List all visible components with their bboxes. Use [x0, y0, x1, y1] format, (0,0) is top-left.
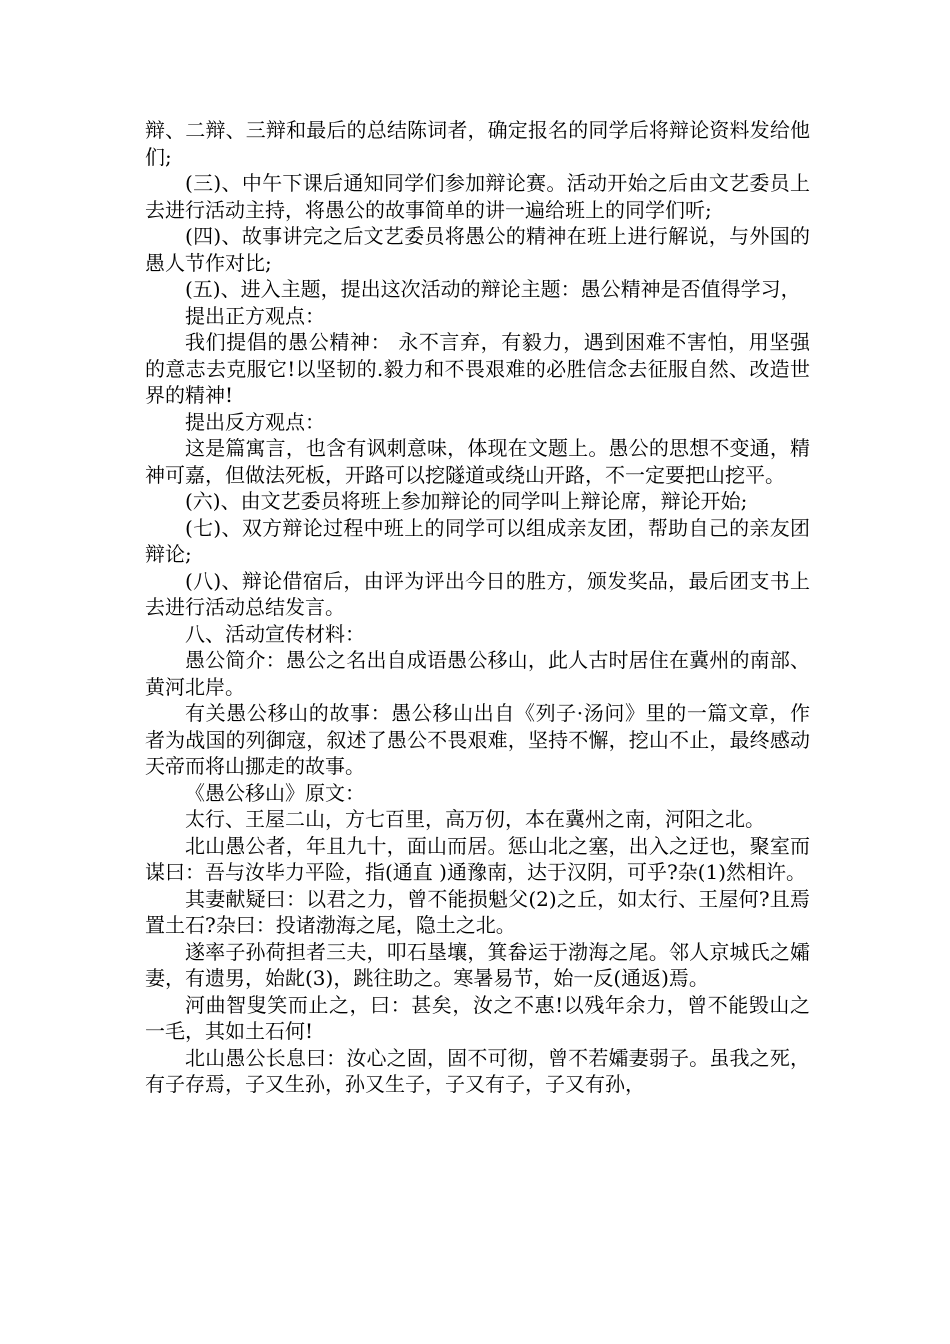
paragraph: 有关愚公移山的故事：愚公移山出自《列子·汤问》里的一篇文章，作者为战国的列御寇，叙述了愚公不畏艰难，坚持不懈，挖山不止，最终感动天帝而将山挪走的故事。: [145, 701, 810, 778]
paragraph: (七)、双方辩论过程中班上的同学可以组成亲友团，帮助自己的亲友团辩论;: [145, 515, 810, 566]
paragraph: (八)、辩论借宿后，由评为评出今日的胜方，颁发奖品，最后团支书上去进行活动总结发言。: [145, 568, 810, 619]
paragraph: (五)、进入主题，提出这次活动的辩论主题：愚公精神是否值得学习，: [185, 277, 801, 301]
paragraph: 遂率子孙荷担者三夫，叩石垦壤，箕畚运于渤海之尾。邻人京城氏之孀妻，有遗男，始龀(3)，跳往助之。寒暑易节，始一反(通返)焉。: [145, 939, 810, 990]
document-body: [145, 117, 810, 1098]
paragraph: (四)、故事讲完之后文艺委员将愚公的精神在班上进行解说，与外国的愚人节作对比;: [145, 224, 810, 275]
paragraph: 辩、二辩、三辩和最后的总结陈词者，确定报名的同学后将辩论资料发给他们;: [145, 118, 810, 169]
paragraph: (六)、由文艺委员将班上参加辩论的同学叫上辩论席，辩论开始;: [185, 489, 748, 513]
paragraph: 《愚公移山》原文：: [185, 780, 365, 805]
paragraph: 其妻献疑曰：以君之力，曾不能损魁父(2)之丘，如太行、王屋何?且焉置土石?杂曰：投诸渤海之尾，隐土之北。: [145, 886, 810, 937]
paragraph: 河曲智叟笑而止之，曰：甚矣，汝之不惠!以残年余力，曾不能毁山之一毛，其如土石何!: [145, 992, 810, 1043]
paragraph: 北山愚公长息曰：汝心之固，固不可彻，曾不若孀妻弱子。虽我之死，有子存焉，子又生孙，孙又生子，子又有子，子又有孙，: [145, 1045, 810, 1096]
paragraph: 提出反方观点：: [185, 409, 325, 434]
paragraph: 愚公简介：愚公之名出自成语愚公移山，此人古时居住在冀州的南部、黄河北岸。: [145, 648, 810, 699]
paragraph: 太行、王屋二山，方七百里，高万仞，本在冀州之南，河阳之北。: [185, 807, 765, 831]
paragraph: 北山愚公者，年且九十，面山而居。惩山北之塞，出入之迂也，聚室而谋曰：吾与汝毕力平险，指(通直 )通豫南，达于汉阴，可乎?杂(1)然相许。: [145, 833, 810, 884]
paragraph: (三)、中午下课后通知同学们参加辩论赛。活动开始之后由文艺委员上去进行活动主持，将愚公的故事简单的讲一遍给班上的同学们听;: [145, 171, 810, 222]
paragraph: 我们提倡的愚公精神： 永不言弃，有毅力，遇到困难不害怕，用坚强的意志去克服它!以坚韧的.毅力和不畏艰难的必胜信念去征服自然、改造世界的精神!: [145, 330, 810, 407]
paragraph: 这是篇寓言，也含有讽刺意味，体现在文题上。愚公的思想不变通，精神可嘉，但做法死板，开路可以挖隧道或绕山开路，不一定要把山挖平。: [145, 436, 810, 487]
paragraph: 提出正方观点：: [185, 303, 325, 328]
paragraph: 八、活动宣传材料：: [185, 621, 365, 646]
